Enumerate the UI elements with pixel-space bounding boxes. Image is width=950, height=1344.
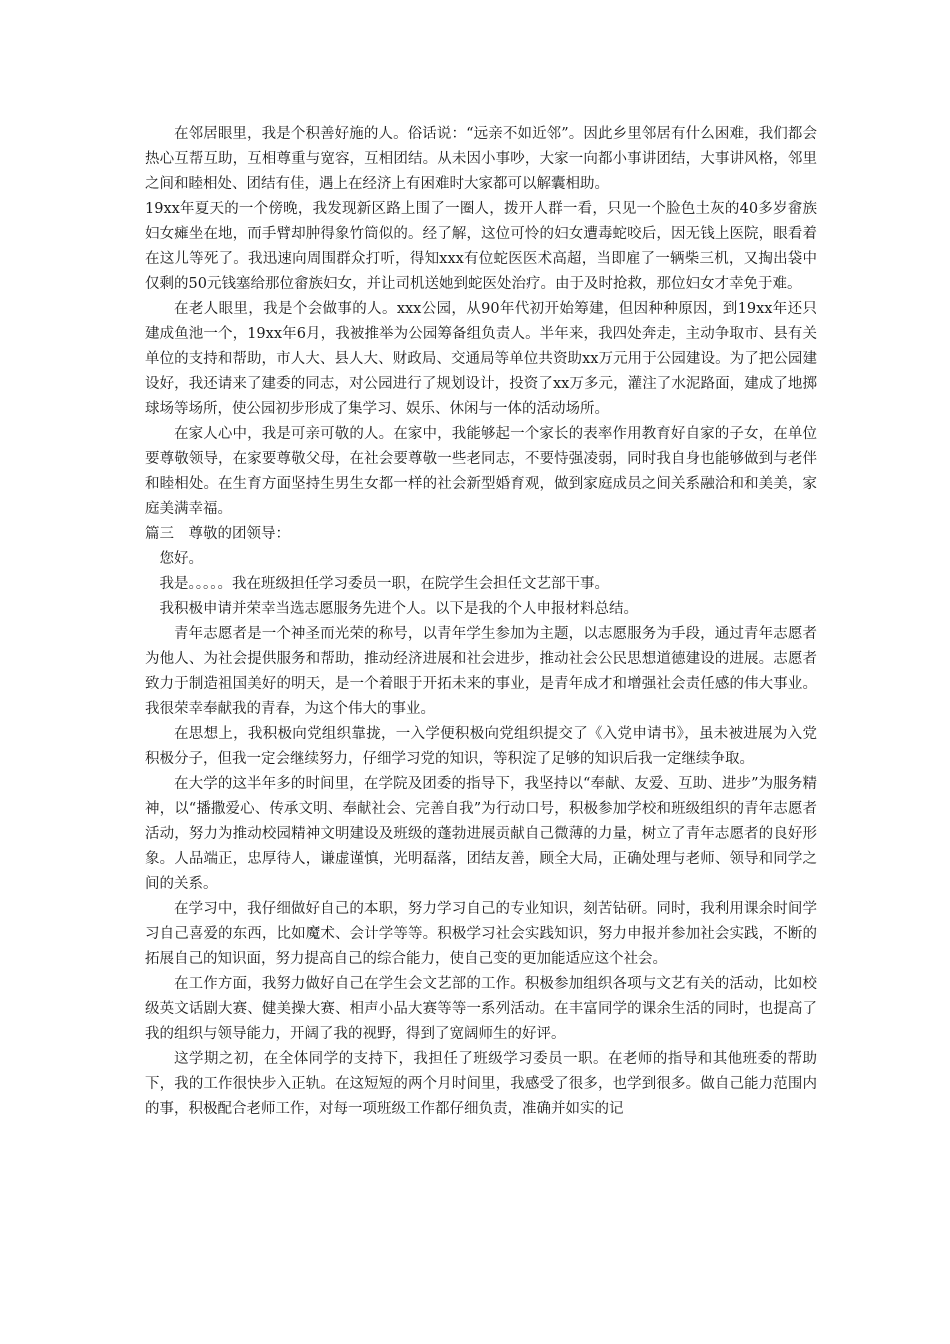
paragraph-work: 在工作方面，我努力做好自己在学生会文艺部的工作。积极参加组织各项与文艺有关的活动，比如校级英文话剧大赛、健美操大赛、相声小品大赛等等一系列活动。在丰富同学的课余生活的同时，也提高了我的组织与领导能力，开阔了我的视野，得到了宽阔师生的好评。 bbox=[145, 976, 817, 1042]
paragraph-neighbors: 在邻居眼里，我是个积善好施的人。俗话说：“远亲不如近邻”。因此乡里邻居有什么困难，我们都会热心互帮互助，互相尊重与宽容，互相团结。从未因小事吵，大家一向都小事讲团结，大事讲风格，邻里之间和睦相处、团结有佳，遇上在经济上有困难时大家都可以解囊相助。 bbox=[145, 126, 817, 192]
paragraph-park-project: 在老人眼里，我是个会做事的人。xxx公园，从90年代初开始筹建，但因种种原因，到19xx年还只建成鱼池一个，19xx年6月，我被推举为公园筹备组负责人。半年来，我四处奔走，主动争取市、县有关单位的支持和帮助，市人大、县人大、财政局、交通局等单位共资助xx万元用于公园建设。为了把公园建设好，我还请来了建委的同志，对公园进行了规划设计，投资了xx万多元，灌注了水泥路面，建成了地掷球场等场所，使公园初步形成了集学习、娱乐、休闲与一体的活动场所。 bbox=[145, 301, 817, 417]
document-page bbox=[145, 122, 817, 1122]
section-heading-part-three: 篇三 尊敬的团领导： bbox=[145, 526, 290, 542]
paragraph-family: 在家人心中，我是可亲可敬的人。在家中，我能够起一个家长的表率作用教育好自家的子女，在单位要尊敬领导，在家要尊敬父母，在社会要尊敬一些老同志，不要恃强凌弱，同时我自身也能够做到与老伴和睦相处。在生育方面坚持生男生女都一样的社会新型婚育观，做到家庭成员之间关系融洽和和美美，家庭美满幸福。 bbox=[145, 426, 817, 517]
paragraph-snakebite-story: 19xx年夏天的一个傍晚，我发现新区路上围了一圈人，拨开人群一看，只见一个脸色土灰的40多岁畲族妇女瘫坐在地，而手臂却肿得象竹筒似的。经了解，这位可怜的妇女遭毒蛇咬后，因无钱上医院，眼看着在这儿等死了。我迅速向周围群众打听，得知xxx有位蛇医医术高超，当即雇了一辆柴三机，又掏出袋中仅剩的50元钱塞给那位畲族妇女，并让司机送她到蛇医处治疗。由于及时抢救，那位妇女才幸免于难。 bbox=[145, 201, 817, 292]
paragraph-application: 我积极申请并荣幸当选志愿服务先进个人。以下是我的个人申报材料总结。 bbox=[159, 601, 638, 617]
paragraph-study: 在学习中，我仔细做好自己的本职，努力学习自己的专业知识，刻苦钻研。同时，我利用课余时间学习自己喜爱的东西，比如魔术、会计学等等。积极学习社会实践知识，努力申报并参加社会实践，不断的拓展自己的知识面，努力提高自己的综合能力，使自己变的更加能适应这个社会。 bbox=[145, 901, 817, 967]
paragraph-class-committee: 这学期之初，在全体同学的支持下，我担任了班级学习委员一职。在老师的指导和其他班委的帮助下，我的工作很快步入正轨。在这短短的两个月时间里，我感受了很多，也学到很多。做自己能力范围内的事，积极配合老师工作，对每一项班级工作都仔细负责，准确并如实的记 bbox=[145, 1051, 817, 1117]
paragraph-university-service: 在大学的这半年多的时间里，在学院及团委的指导下，我坚持以“奉献、友爱、互助、进步”为服务精神，以“播撒爱心、传承文明、奉献社会、完善自我”为行动口号，积极参加学校和班级组织的青年志愿者活动，努力为推动校园精神文明建设及班级的蓬勃进展贡献自己微薄的力量，树立了青年志愿者的良好形象。人品端正，忠厚待人，谦虚谨慎，光明磊落，团结友善，顾全大局，正确处理与老师、领导和同学之间的关系。 bbox=[145, 776, 817, 892]
paragraph-ideology: 在思想上，我积极向党组织靠拢，一入学便积极向党组织提交了《入党申请书》，虽未被进展为入党积极分子，但我一定会继续努力，仔细学习党的知识，等积淀了足够的知识后我一定继续争取。 bbox=[145, 726, 817, 767]
paragraph-self-intro: 我是。。。。。我在班级担任学习委员一职，在院学生会担任文艺部干事。 bbox=[159, 576, 609, 592]
paragraph-volunteer-definition: 青年志愿者是一个神圣而光荣的称号，以青年学生参加为主题，以志愿服务为手段，通过青年志愿者为他人、为社会提供服务和帮助，推动经济进展和社会进步，推动社会公民思想道德建设的进展。志愿者致力于制造祖国美好的明天，是一个着眼于开拓未来的事业，是青年成才和增强社会责任感的伟大事业。我很荣幸奉献我的青春，为这个伟大的事业。 bbox=[145, 626, 817, 717]
paragraph-greeting: 您好。 bbox=[159, 551, 203, 567]
